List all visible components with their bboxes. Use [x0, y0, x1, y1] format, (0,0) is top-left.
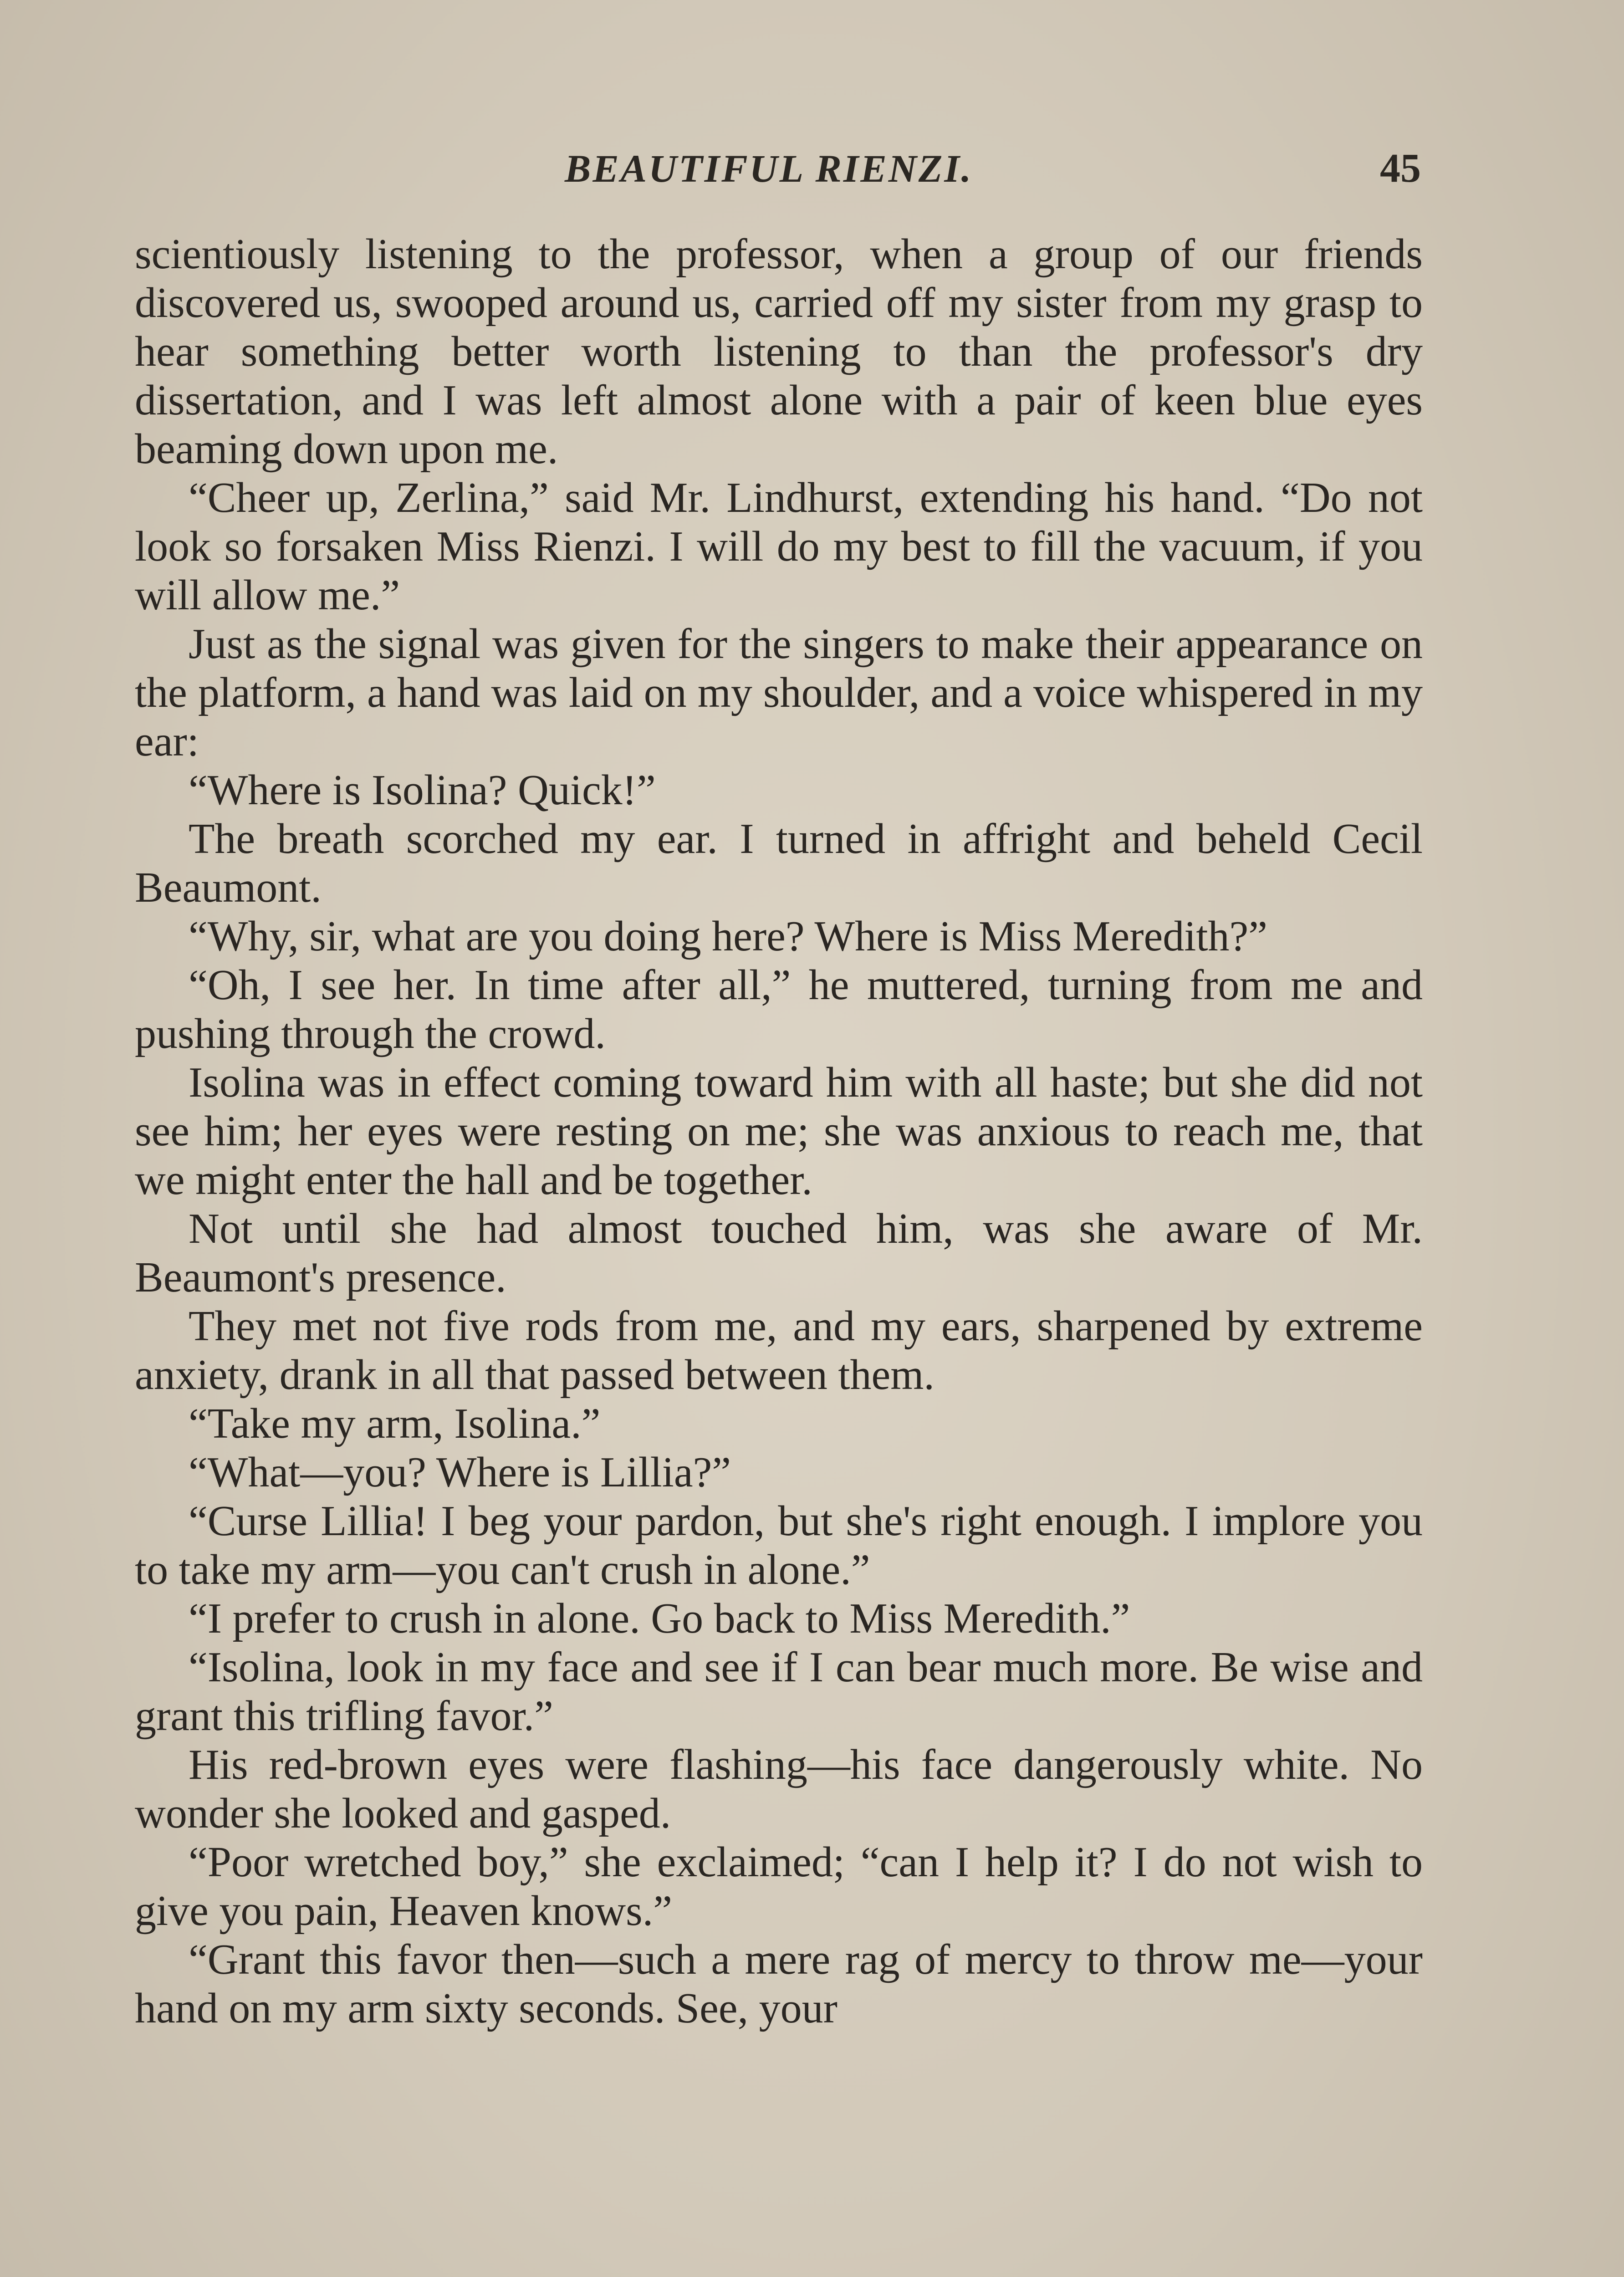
- running-title: BEAUTIFUL RIENZI.: [565, 147, 973, 190]
- paragraph: The breath scorched my ear. I turned in affright and beheld Cecil Beaumont.: [135, 815, 1423, 911]
- paragraph: “I prefer to crush in alone. Go back to Miss Meredith.”: [189, 1595, 1130, 1642]
- paragraph: Not until she had almost touched him, was she aware of Mr. Beaumont's presence.: [135, 1205, 1423, 1301]
- page-header: [0, 137, 1624, 196]
- paragraph: “Poor wretched boy,” she exclaimed; “can I help it? I do not wish to give you pain, Heaven knows.”: [135, 1838, 1423, 1935]
- body-text: [135, 230, 1423, 2033]
- page-number: 45: [1380, 146, 1421, 191]
- paragraph: His red-brown eyes were flashing—his face dangerously white. No wonder she looked and gasped.: [135, 1741, 1423, 1837]
- paragraph: Isolina was in effect coming toward him with all haste; but she did not see him; her eyes were resting on me; she was anxious to reach me, that we might enter the hall and be together.: [135, 1059, 1423, 1204]
- paragraph: “Cheer up, Zerlina,” said Mr. Lindhurst, extending his hand. “Do not look so forsaken Miss Rienzi. I will do my best to fill the vacuum, if you will allow me.”: [135, 474, 1423, 619]
- paragraph: “Why, sir, what are you doing here? Where is Miss Meredith?”: [189, 913, 1267, 960]
- paragraph: “What—you? Where is Lillia?”: [189, 1449, 731, 1496]
- paragraph: “Take my arm, Isolina.”: [189, 1400, 601, 1447]
- paragraph: “Oh, I see her. In time after all,” he muttered, turning from me and pushing through the crowd.: [135, 961, 1423, 1057]
- paragraph: “Isolina, look in my face and see if I can bear much more. Be wise and grant this trifling favor.”: [135, 1644, 1423, 1740]
- paragraph: They met not five rods from me, and my ears, sharpened by extreme anxiety, drank in all that passed between them.: [135, 1302, 1423, 1399]
- paragraph: “Grant this favor then—such a mere rag of mercy to throw me—your hand on my arm sixty seconds. See, your: [135, 1936, 1423, 2032]
- paragraph: scientiously listening to the professor, when a group of our friends discovered us, swooped around us, carried off my sister from my grasp to hear something better worth listening to than the professor's dry dissertation, and I was left almost alone with a pair of keen blue eyes beaming down upon me.: [135, 230, 1423, 473]
- paragraph: “Where is Isolina? Quick!”: [189, 766, 656, 814]
- paragraph: “Curse Lillia! I beg your pardon, but she's right enough. I implore you to take my arm—you can't crush in alone.”: [135, 1497, 1423, 1593]
- paragraph: Just as the signal was given for the singers to make their appearance on the platform, a hand was laid on my shoulder, and a voice whispered in my ear:: [135, 620, 1423, 765]
